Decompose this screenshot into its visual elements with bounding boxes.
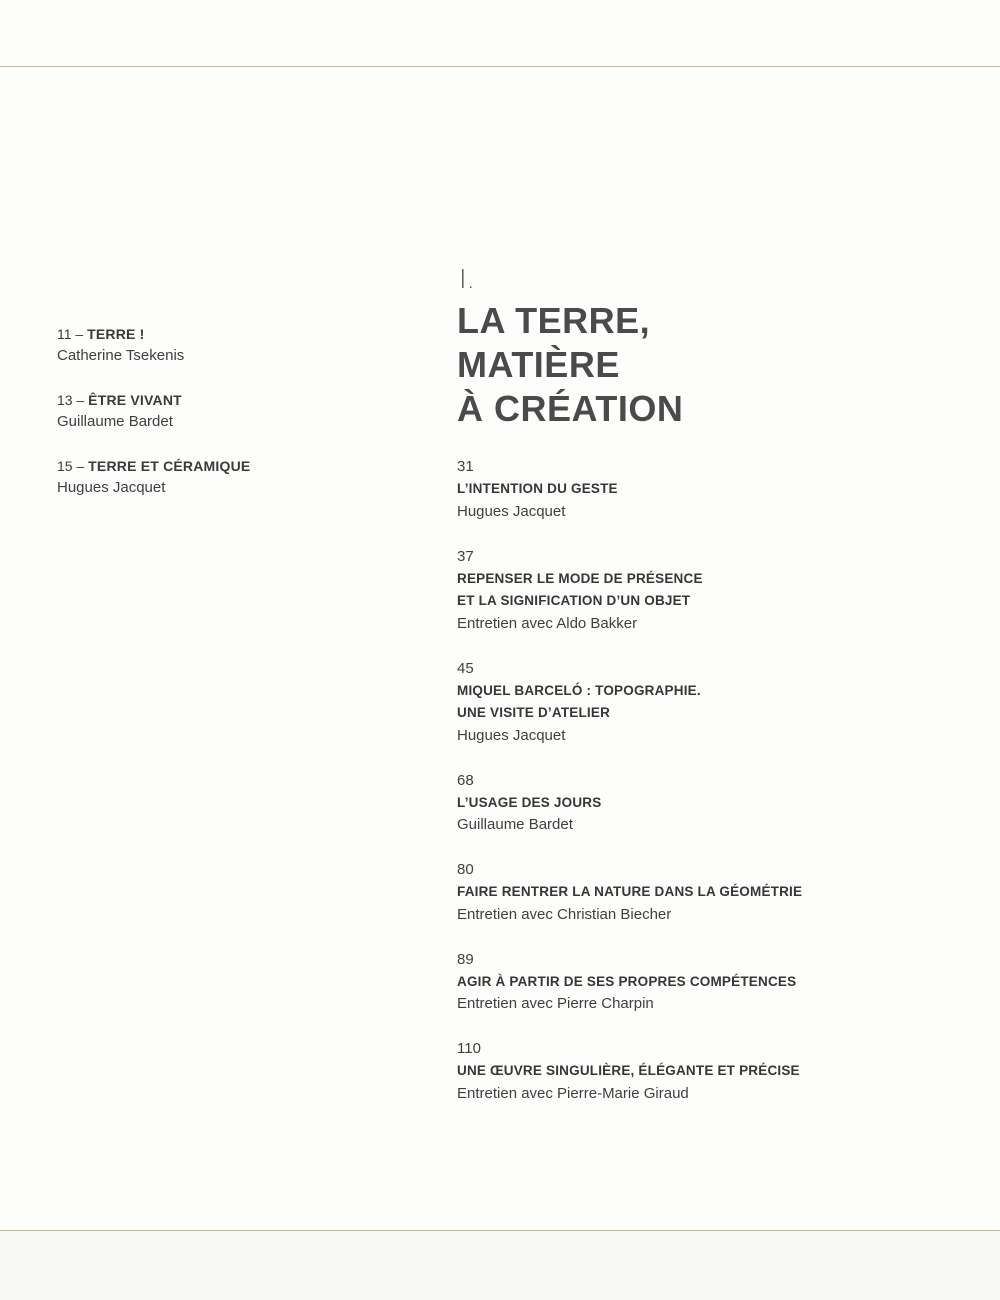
toc-entry-author: Entretien avec Aldo Bakker	[457, 614, 638, 632]
section-title-line: À CRÉATION	[457, 388, 684, 429]
intro-item-title: TERRE !	[87, 326, 145, 342]
toc-entry-page: 89	[457, 950, 474, 968]
toc-entry-page: 45	[457, 659, 474, 677]
intro-item-author: Catherine Tsekenis	[57, 347, 185, 364]
bottom-margin	[0, 1231, 1000, 1300]
toc-entry-author: Hugues Jacquet	[457, 502, 566, 520]
toc-entry-author: Hugues Jacquet	[457, 726, 566, 744]
toc-entry-page: 31	[457, 458, 474, 475]
section-title-line: MATIÈRE	[457, 344, 620, 385]
intro-item-author: Hugues Jacquet	[57, 479, 166, 496]
intro-item-page: 11	[57, 326, 72, 342]
toc-entry-title: L’INTENTION DU GESTE	[457, 481, 618, 496]
intro-item-page: 15	[57, 458, 73, 474]
intro-item-heading	[57, 389, 387, 411]
intro-item-separator: –	[72, 392, 89, 408]
intro-list	[57, 323, 387, 521]
toc-entry-page: 110	[457, 1040, 481, 1057]
intro-item-heading	[57, 455, 387, 477]
intro-item-page: 13	[57, 392, 73, 408]
toc-entry-title: FAIRE RENTRER LA NATURE DANS LA GÉOMÉTRIE	[457, 884, 803, 899]
toc-entries	[457, 456, 957, 1105]
intro-item-title: ÊTRE VIVANT	[88, 392, 182, 408]
section-title	[457, 299, 957, 431]
toc-entry-title: MIQUEL BARCELÓ : TOPOGRAPHIE.	[457, 682, 701, 698]
toc-entry-title: UNE ŒUVRE SINGULIÈRE, ÉLÉGANTE ET PRÉCISE	[457, 1063, 800, 1078]
intro-item-title: TERRE ET CÉRAMIQUE	[88, 458, 251, 474]
toc-entry-author: Entretien avec Pierre Charpin	[457, 995, 654, 1012]
intro-item-author: Guillaume Bardet	[57, 413, 173, 430]
intro-item	[57, 323, 387, 367]
toc-entry-title: AGIR À PARTIR DE SES PROPRES COMPÉTENCES	[457, 973, 797, 989]
toc-entry	[457, 770, 957, 837]
toc-entry-author: Entretien avec Christian Biecher	[457, 905, 672, 923]
toc-entry-page: 37	[457, 547, 474, 565]
intro-item-heading	[57, 323, 387, 345]
intro-item	[57, 389, 387, 433]
toc-entry-author: Guillaume Bardet	[457, 816, 573, 833]
toc-entry-title: ET LA SIGNIFICATION D’UN OBJET	[457, 593, 691, 608]
top-rule	[0, 66, 1000, 67]
toc-entry	[457, 1038, 957, 1105]
intro-item-separator: –	[71, 326, 88, 342]
toc-entry	[457, 546, 957, 635]
toc-entry-title: UNE VISITE D’ATELIER	[457, 705, 611, 720]
toc-entry	[457, 859, 957, 926]
section-title-line: LA TERRE,	[457, 300, 651, 341]
toc-entry	[457, 949, 957, 1016]
toc-entry	[457, 658, 957, 747]
toc-entry	[457, 456, 957, 523]
toc-entry-page: 68	[457, 771, 474, 789]
intro-item-separator: –	[72, 458, 89, 474]
toc-entry-page: 80	[457, 861, 474, 878]
intro-item	[57, 455, 387, 499]
section-one	[457, 263, 957, 1128]
toc-entry-author: Entretien avec Pierre-Marie Giraud	[457, 1084, 689, 1102]
section-numeral: I.	[459, 265, 475, 295]
toc-entry-title: REPENSER LE MODE DE PRÉSENCE	[457, 570, 703, 586]
toc-entry-title: L’USAGE DES JOURS	[457, 794, 602, 810]
